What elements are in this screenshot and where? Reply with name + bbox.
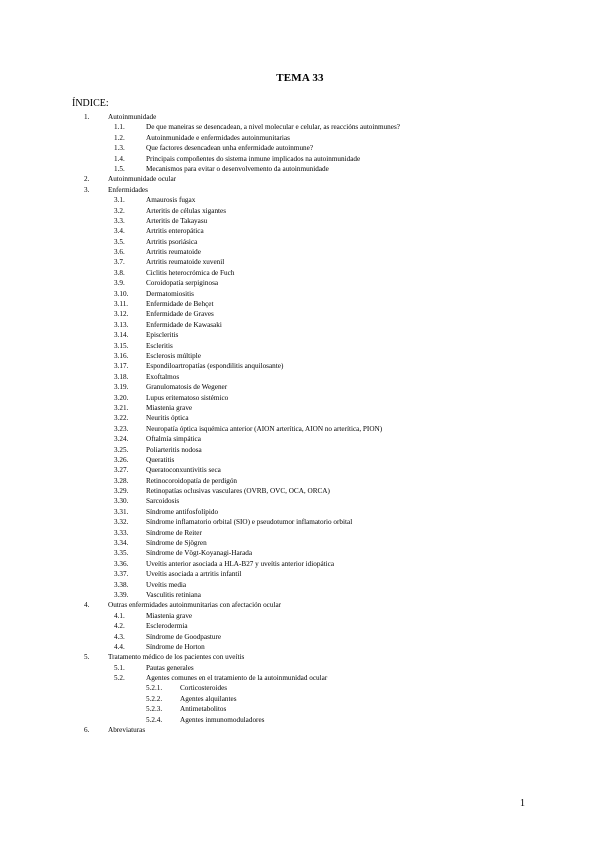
toc-entry-title: Pautas generales [146, 663, 194, 672]
toc-entry [0, 507, 600, 517]
toc-entry-number: 5.1. [114, 663, 125, 672]
toc-entry [0, 548, 600, 558]
toc-entry-number: 6. [84, 726, 90, 735]
toc-entry [0, 715, 600, 725]
toc-entry-number: 3.9. [114, 279, 125, 288]
toc-entry-title: Arteritis de células xigantes [146, 206, 227, 215]
toc-entry-number: 3.23. [114, 424, 129, 433]
toc-entry-number: 3.36. [114, 559, 129, 568]
toc-entry-number: 3.3. [114, 216, 125, 225]
toc-entry-number: 3.22. [114, 414, 129, 423]
toc-entry-number: 5.2.1. [146, 684, 163, 693]
toc-entry-title: Uveítis anterior asociada a HLA-B27 y uveítis anterior idiopática [146, 559, 335, 568]
toc-entry [0, 704, 600, 714]
toc-entry-number: 1.3. [114, 144, 125, 153]
toc-entry-title: De que maneiras se desencadean, a nivel molecular e celular, as reaccións autoinmunes? [146, 123, 400, 132]
toc-entry [0, 496, 600, 506]
toc-entry [0, 112, 600, 122]
toc-entry-title: Autoinmunidade ocular [108, 175, 177, 184]
toc-entry [0, 226, 600, 236]
toc-entry-title: Síndrome antifosfolípido [146, 507, 219, 516]
toc-entry-number: 4.1. [114, 611, 125, 620]
toc-entry-number: 2. [84, 175, 90, 184]
toc-entry-title: Retinocoroidopatía de perdigón [146, 476, 238, 485]
toc-entry-title: Sarcoidosis [146, 497, 180, 506]
toc-entry [0, 351, 600, 361]
toc-entry-title: Que factores desencadean unha enfermidade autoinmune? [146, 144, 314, 153]
toc-entry [0, 673, 600, 683]
toc-entry [0, 320, 600, 330]
toc-entry-title: Queratoconxuntivitis seca [146, 466, 221, 475]
toc-entry-number: 3.37. [114, 570, 129, 579]
toc-entry [0, 569, 600, 579]
toc-entry [0, 413, 600, 423]
toc-entry-number: 5. [84, 653, 90, 662]
toc-entry [0, 580, 600, 590]
toc-entry [0, 632, 600, 642]
toc-entry-title: Síndrome de Sjögren [146, 539, 207, 548]
toc-entry-title: Oftalmía simpática [146, 435, 201, 444]
toc-entry-number: 3.18. [114, 372, 129, 381]
toc-entry-title: Principais compoñentes do sistema inmune implicados na autoinmunidade [146, 154, 361, 163]
toc-entry [0, 611, 600, 621]
toc-entry-title: Agentes inmunomoduladores [180, 715, 265, 724]
toc-entry [0, 185, 600, 195]
page-number: 1 [520, 798, 525, 809]
toc-entry-number: 3.21. [114, 403, 129, 412]
toc-entry-title: Tratamento médico de los pacientes con uveítis [108, 653, 245, 662]
toc-entry-number: 3.39. [114, 590, 129, 599]
toc-entry [0, 174, 600, 184]
toc-entry-title: Artritis reumatoide xuvenil [146, 258, 225, 267]
toc-entry [0, 122, 600, 132]
toc-entry-number: 4.3. [114, 632, 125, 641]
toc-entry-title: Artritis psoriásica [146, 237, 198, 246]
toc-entry [0, 445, 600, 455]
toc-entry-title: Episcleritis [146, 331, 179, 340]
toc-entry-number: 3.33. [114, 528, 129, 537]
toc-entry-title: Uveítis asociada a artritis infantil [146, 570, 242, 579]
toc-entry [0, 278, 600, 288]
toc-entry [0, 268, 600, 278]
toc-entry [0, 382, 600, 392]
toc-entry [0, 361, 600, 371]
toc-entry [0, 517, 600, 527]
toc-entry-number: 3.27. [114, 466, 129, 475]
toc-entry [0, 195, 600, 205]
toc-entry [0, 403, 600, 413]
toc-entry-title: Agentes alquilantes [180, 694, 237, 703]
toc-entry [0, 725, 600, 735]
toc-entry [0, 247, 600, 257]
toc-entry-number: 3.20. [114, 393, 129, 402]
toc-entry-number: 3.25. [114, 445, 129, 454]
toc-entry-number: 3.1. [114, 196, 125, 205]
toc-entry [0, 600, 600, 610]
toc-entry-number: 3.2. [114, 206, 125, 215]
toc-entry-title: Enfermidade de Behçet [146, 300, 214, 309]
toc-entry-title: Uveítis media [146, 580, 187, 589]
toc-entry-title: Abreviaturas [108, 726, 146, 735]
toc-entry [0, 341, 600, 351]
toc-entry [0, 164, 600, 174]
toc-entry-title: Síndrome inflamatorio orbital (SIO) e pseudotumor inflamatorio orbital [146, 518, 353, 527]
toc-entry-number: 3.35. [114, 549, 129, 558]
toc-entry-number: 3.31. [114, 507, 129, 516]
toc-entry [0, 393, 600, 403]
toc-entry-number: 3.10. [114, 289, 129, 298]
toc-entry [0, 694, 600, 704]
toc-entry [0, 476, 600, 486]
toc-entry [0, 330, 600, 340]
toc-entry [0, 528, 600, 538]
toc-entry-title: Síndrome de Horton [146, 642, 205, 651]
toc-entry-title: Outras enfermidades autoinmunitarias con afectación ocular [108, 601, 282, 610]
toc-entry-number: 3.16. [114, 351, 129, 360]
toc-entry-title: Neuritis óptica [146, 414, 189, 423]
toc-entry-title: Miastenia grave [146, 611, 193, 620]
toc-entry [0, 434, 600, 444]
toc-entry-number: 4.4. [114, 642, 125, 651]
toc-entry-number: 3.12. [114, 310, 129, 319]
toc-entry-title: Amaurosis fugax [146, 196, 196, 205]
toc-entry [0, 154, 600, 164]
toc-entry [0, 486, 600, 496]
toc-entry-title: Vasculitis retiniana [146, 590, 201, 599]
toc-entry [0, 237, 600, 247]
toc-entry-title: Miastenia grave [146, 403, 193, 412]
toc-entry-title: Artritis reumatoide [146, 248, 201, 257]
toc-entry-title: Síndrome de Goodpasture [146, 632, 222, 641]
toc-entry [0, 642, 600, 652]
toc-entry-title: Esclerosis múltiple [146, 351, 201, 360]
toc-entry-number: 3.34. [114, 539, 129, 548]
toc-entry [0, 652, 600, 662]
toc-entry-title: Escleritis [146, 341, 173, 350]
page-title: TEMA 33 [276, 72, 324, 84]
toc-entry [0, 299, 600, 309]
toc-entry-number: 5.2.4. [146, 715, 163, 724]
toc-entry-title: Antimetabolitos [180, 705, 227, 714]
toc-entry-number: 5.2.3. [146, 705, 163, 714]
toc-entry-number: 1.5. [114, 164, 125, 173]
toc-entry-number: 3.5. [114, 237, 125, 246]
toc-entry-number: 5.2.2. [146, 694, 163, 703]
toc-entry-title: Síndrome de Vögt-Koyanagi-Harada [146, 549, 253, 558]
toc-entry-number: 3.14. [114, 331, 129, 340]
toc-entry-number: 3.13. [114, 320, 129, 329]
toc-entry-title: Espondiloartropatías (espondilitis anquilosante) [146, 362, 284, 371]
toc-entry-number: 5.2. [114, 674, 125, 683]
toc-entry-number: 3.11. [114, 300, 129, 309]
toc-entry-number: 4. [84, 601, 90, 610]
toc-entry-number: 3.19. [114, 383, 129, 392]
toc-entry-title: Autoinmunidade e enfermidades autoinmunitarias [146, 133, 290, 142]
toc-entry [0, 559, 600, 569]
toc-entry-number: 1.1. [114, 123, 125, 132]
toc-entry [0, 216, 600, 226]
toc-entry-title: Dermatomiositis [146, 289, 194, 298]
toc-entry [0, 663, 600, 673]
toc-entry-title: Enfermidades [108, 185, 148, 194]
toc-entry-title: Autoinmunidade [108, 113, 157, 121]
toc-entry-number: 3.8. [114, 268, 125, 277]
toc-entry-number: 3.7. [114, 258, 125, 267]
toc-entry [0, 372, 600, 382]
toc-entry [0, 621, 600, 631]
toc-entry-title: Poliarteritis nodosa [146, 445, 202, 454]
toc-entry-number: 3.28. [114, 476, 129, 485]
toc-entry-number: 3.17. [114, 362, 129, 371]
toc-entry [0, 683, 600, 693]
toc-entry [0, 257, 600, 267]
toc-entry-title: Síndrome de Reiter [146, 528, 202, 537]
toc-entry-title: Neuropatía óptica isquémica anterior (AION arterítica, AION no arterítica, PION) [146, 424, 383, 433]
toc-entry-title: Enfermidade de Graves [146, 310, 214, 319]
table-of-contents [0, 112, 600, 735]
toc-entry-title: Mecanismos para evitar o desenvolvemento da autoinmunidade [146, 164, 329, 173]
toc-entry-number: 4.2. [114, 622, 125, 631]
toc-entry-title: Coroidopatía serpiginosa [146, 279, 219, 288]
toc-entry [0, 465, 600, 475]
toc-entry [0, 309, 600, 319]
toc-entry-number: 3. [84, 185, 90, 194]
toc-entry-title: Queratitis [146, 455, 175, 464]
toc-entry-number: 3.24. [114, 435, 129, 444]
toc-entry-title: Ciclitis heterocrómica de Fuch [146, 268, 235, 277]
toc-entry-title: Esclerodermia [146, 622, 188, 631]
toc-entry [0, 143, 600, 153]
toc-entry [0, 289, 600, 299]
toc-entry [0, 133, 600, 143]
toc-entry-number: 1.4. [114, 154, 125, 163]
toc-entry-number: 3.26. [114, 455, 129, 464]
toc-entry-number: 1.2. [114, 133, 125, 142]
toc-entry-title: Granulomatosis de Wegener [146, 383, 228, 392]
toc-entry-title: Retinopatías oclusivas vasculares (OVRB, OVC, OCA, ORCA) [146, 487, 330, 496]
toc-entry-number: 3.38. [114, 580, 129, 589]
toc-entry-title: Lupus eritematoso sistémico [146, 393, 229, 402]
toc-entry-title: Artritis enteropática [146, 227, 204, 236]
toc-entry-number: 3.32. [114, 518, 129, 527]
toc-entry-number: 3.30. [114, 497, 129, 506]
toc-entry [0, 590, 600, 600]
toc-entry-number: 3.4. [114, 227, 125, 236]
index-heading: ÍNDICE: [72, 98, 109, 109]
toc-entry [0, 424, 600, 434]
toc-entry-title: Arteritis de Takayasu [146, 216, 208, 225]
toc-entry [0, 206, 600, 216]
toc-entry-title: Agentes comunes en el tratamiento de la autoinmunidad ocular [146, 674, 328, 683]
toc-entry [0, 455, 600, 465]
toc-entry-number: 3.6. [114, 248, 125, 257]
toc-entry-number: 3.15. [114, 341, 129, 350]
toc-entry-number: 3.29. [114, 487, 129, 496]
toc-entry-number: 1. [84, 113, 90, 121]
toc-entry [0, 538, 600, 548]
toc-entry-title: Enfermidade de Kawasaki [146, 320, 222, 329]
toc-entry-title: Corticosteroides [180, 684, 228, 693]
toc-entry-title: Exoftalmos [146, 372, 180, 381]
